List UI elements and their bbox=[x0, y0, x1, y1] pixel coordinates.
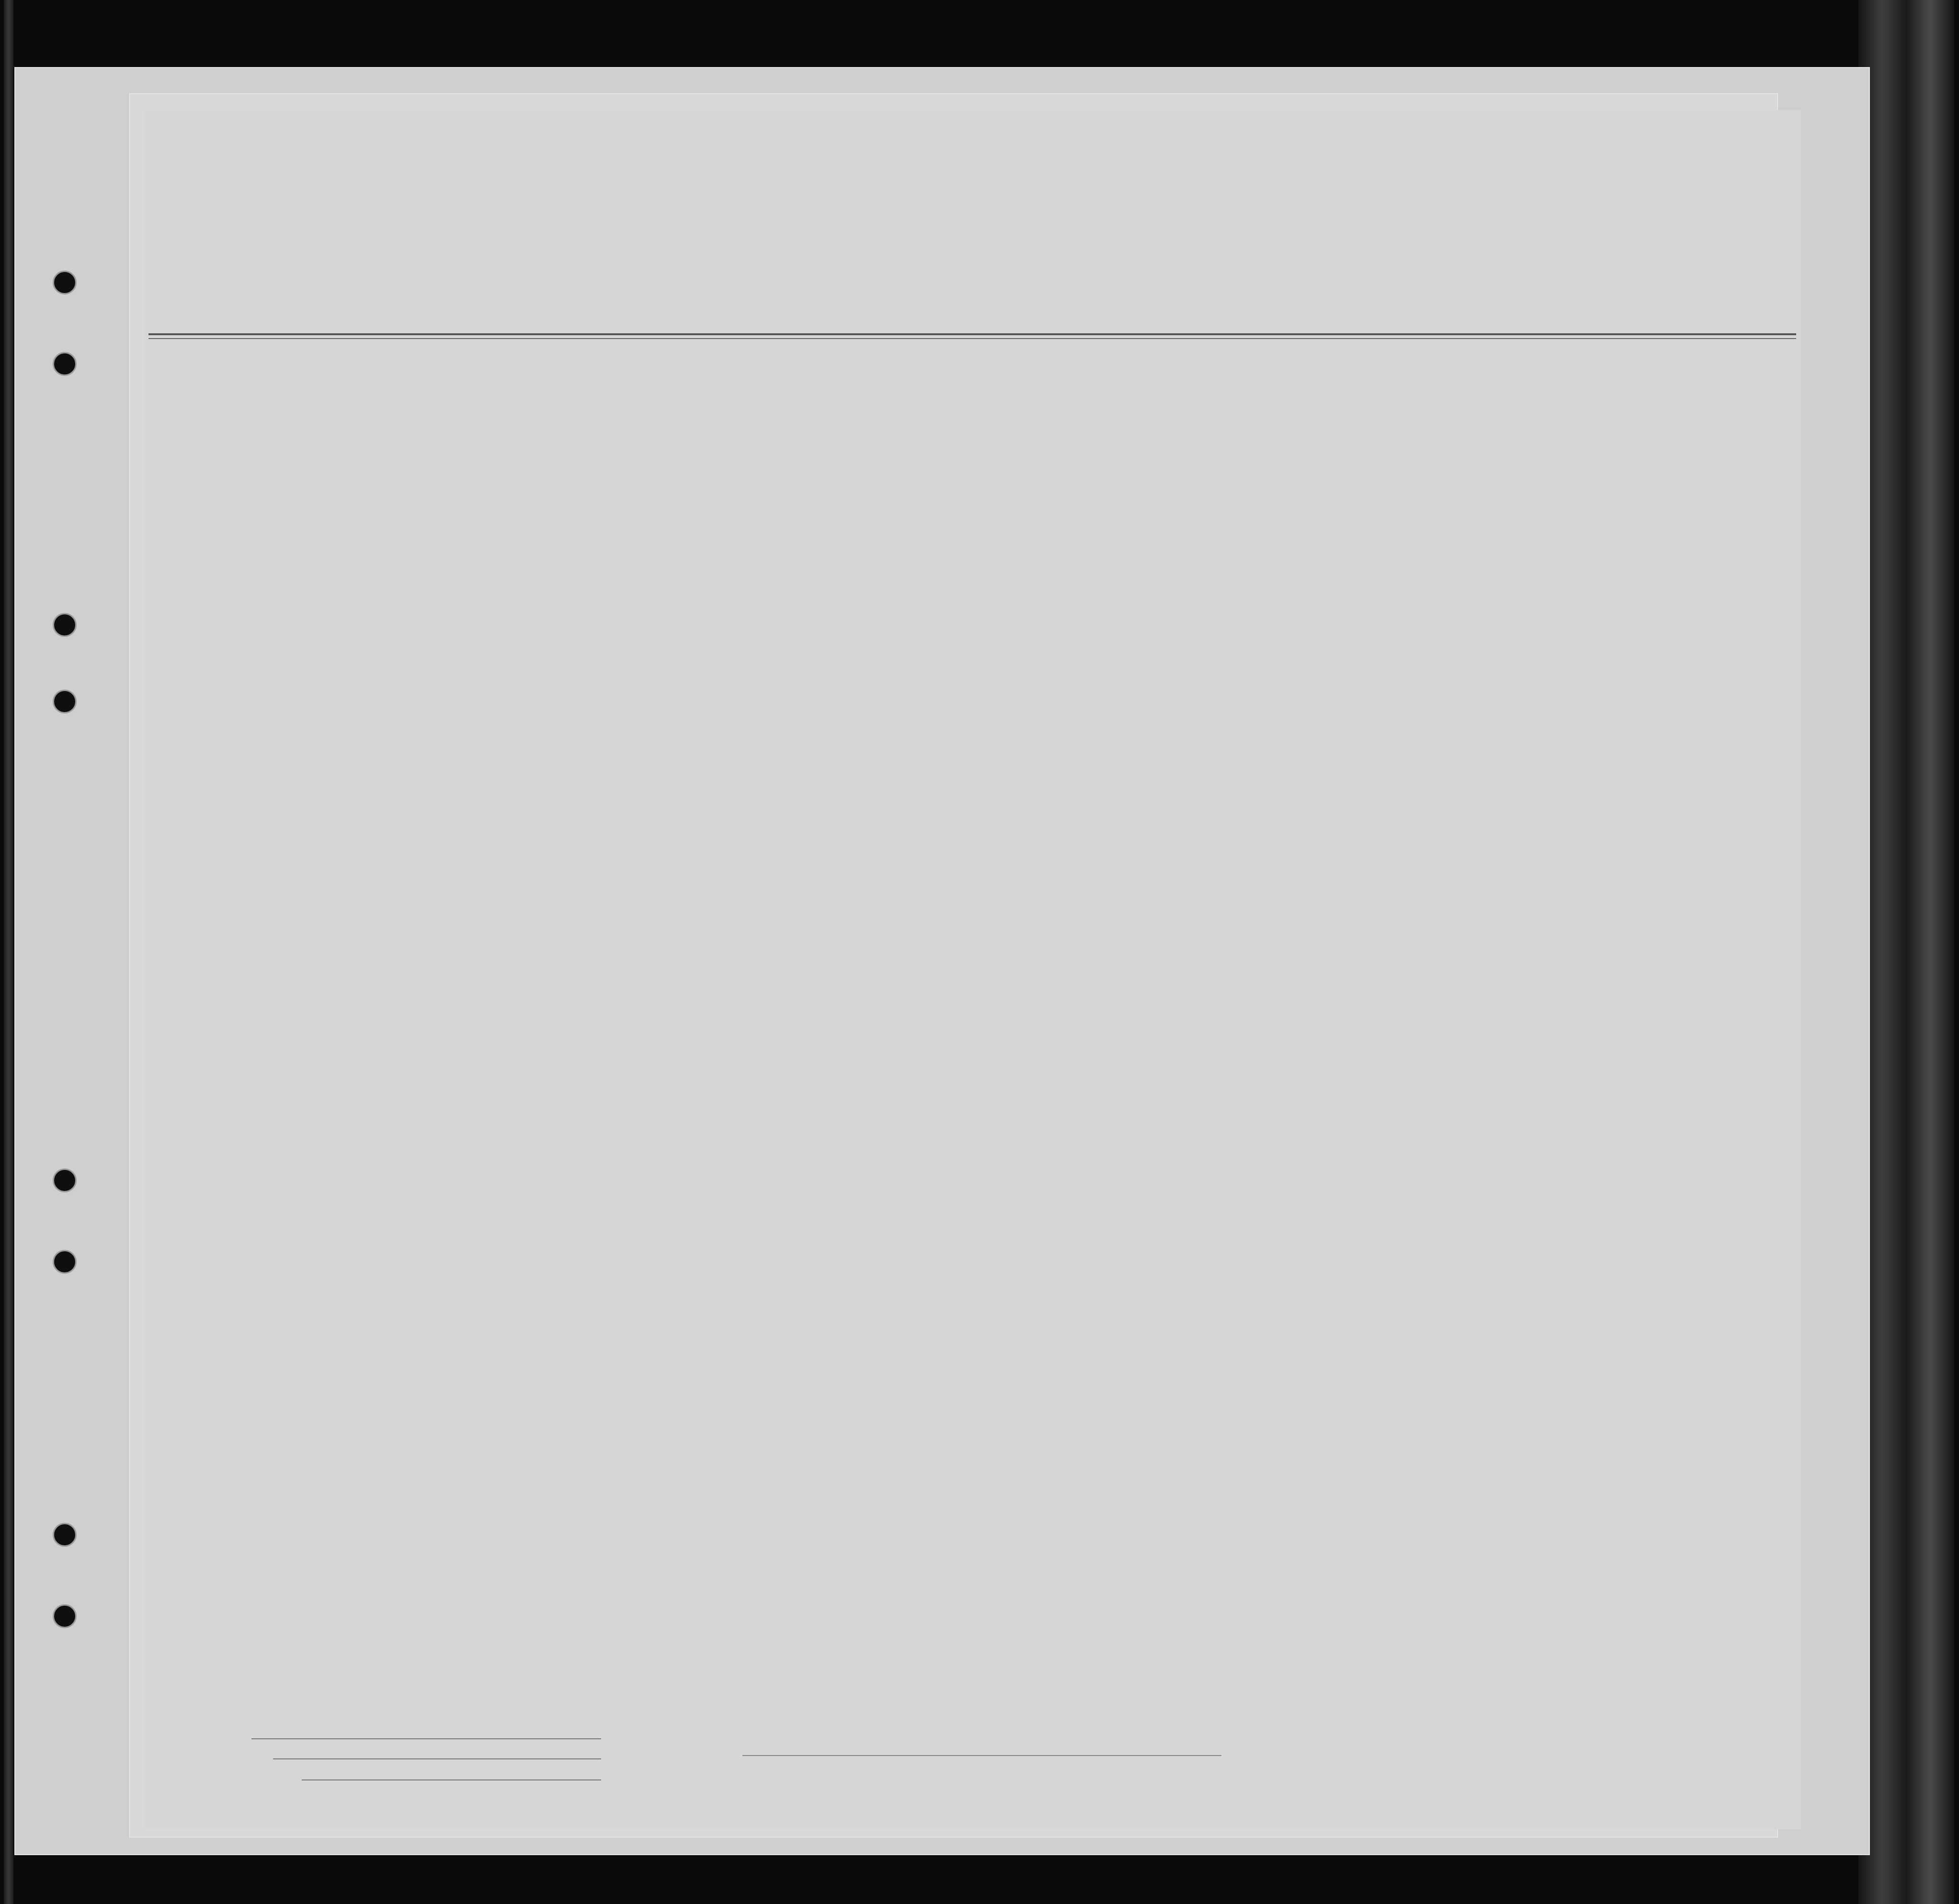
punch-hole bbox=[53, 352, 77, 376]
binder-spine bbox=[1858, 0, 1954, 1904]
binder-edge bbox=[4, 0, 13, 1904]
punch-hole bbox=[53, 1604, 77, 1628]
header-rule bbox=[148, 333, 1796, 335]
punch-hole bbox=[53, 1250, 77, 1274]
agents-rule bbox=[302, 1779, 601, 1780]
punch-hole bbox=[53, 690, 77, 714]
punch-hole bbox=[53, 271, 77, 295]
punch-hole bbox=[53, 1168, 77, 1192]
owners-rule bbox=[273, 1758, 601, 1759]
punch-hole bbox=[53, 613, 77, 637]
header-rule-2 bbox=[148, 338, 1796, 339]
punch-hole bbox=[53, 1523, 77, 1547]
line-rule bbox=[251, 1738, 601, 1739]
manifest-sheet bbox=[144, 110, 1801, 1829]
inspector-rule bbox=[742, 1755, 1221, 1756]
